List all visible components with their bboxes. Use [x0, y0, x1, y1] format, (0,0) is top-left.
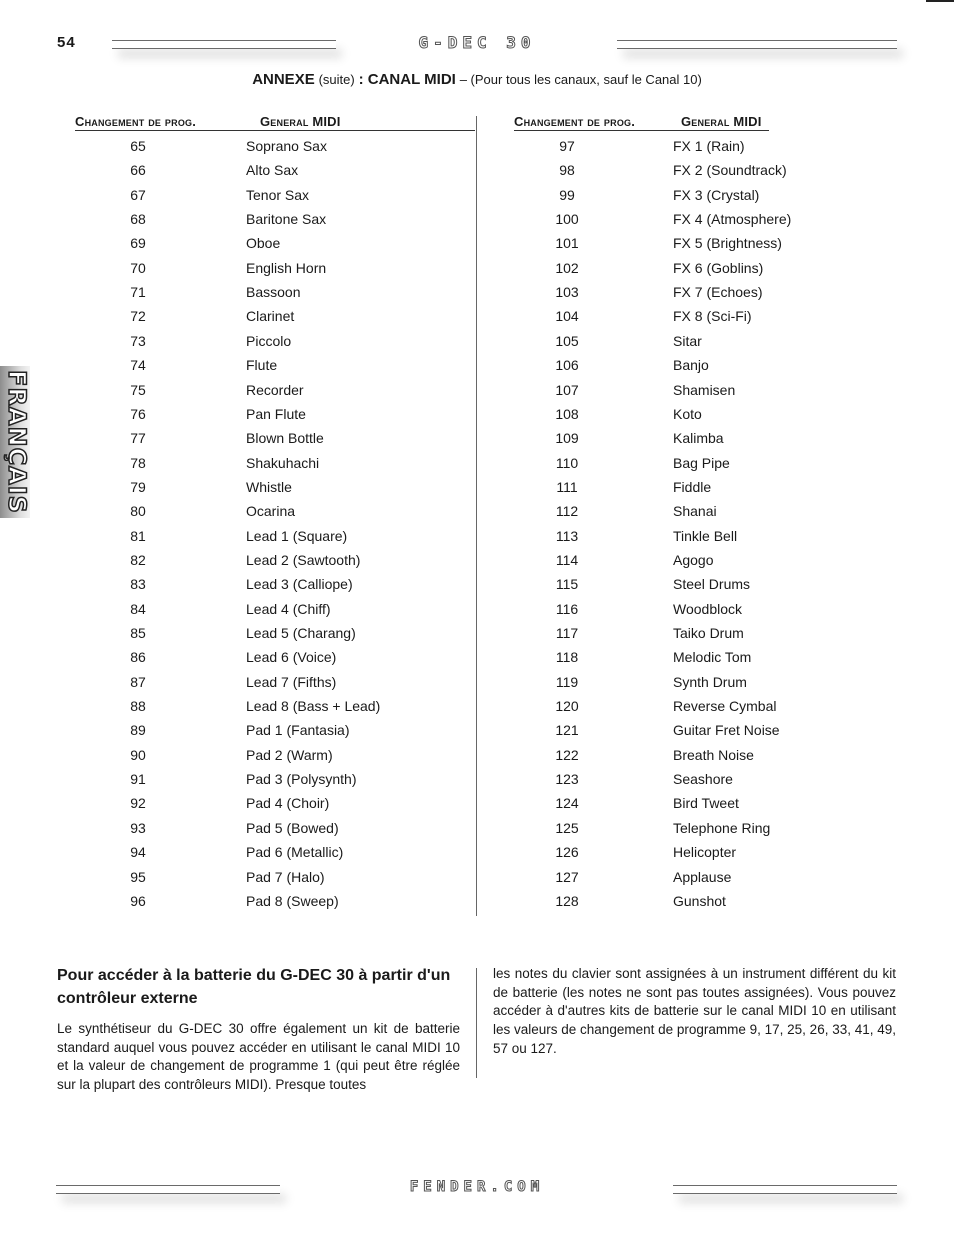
instrument-name: Sitar: [673, 332, 702, 349]
instrument-name: Pan Flute: [246, 405, 306, 422]
instrument-name: Lead 7 (Fifths): [246, 673, 337, 690]
instrument-name: Shakuhachi: [246, 454, 320, 471]
program-number: 77: [130, 430, 146, 447]
program-number: 128: [555, 892, 579, 909]
instrument-name: English Horn: [246, 259, 327, 276]
program-number: 121: [555, 722, 579, 739]
program-number: 67: [130, 186, 146, 203]
program-number: 78: [130, 454, 146, 471]
program-number: 70: [130, 259, 146, 276]
instrument-name: Alto Sax: [246, 162, 299, 179]
program-number: 71: [130, 284, 146, 301]
program-number: 117: [555, 625, 579, 641]
instrument-name: Shanai: [673, 503, 717, 520]
instrument-name: Bassoon: [246, 284, 301, 301]
instrument-name: Fiddle: [673, 478, 712, 495]
instrument-name: Seashore: [673, 771, 733, 788]
corner-mark: [926, 0, 954, 2]
instrument-name: Pad 8 (Sweep): [246, 892, 339, 909]
instrument-name: Helicopter: [673, 844, 737, 861]
program-number: 87: [130, 673, 146, 690]
paragraph-right: les notes du clavier sont assignées à un instrument différent du kit de batterie (les notes ne sont pas toutes assignées). Vous pouvez accéder à d'autres kits de batterie sur le canal MIDI 10 en utilisant les valeurs de changement de programme 9, 17, 25, 26, 33, 41, 49, 57 ou 127.: [493, 966, 897, 1056]
instrument-name: FX 7 (Echoes): [673, 284, 763, 301]
instrument-name: FX 5 (Brightness): [673, 235, 782, 252]
program-number: 93: [130, 819, 146, 836]
instrument-name: Koto: [673, 405, 702, 422]
program-number: 95: [130, 868, 146, 885]
program-number: 126: [555, 844, 579, 861]
product-logo: G-DEC 30: [418, 33, 536, 52]
title-suite: (suite): [318, 72, 355, 87]
program-number: 97: [559, 138, 575, 154]
instrument-name: Breath Noise: [673, 746, 754, 763]
program-number: 107: [555, 381, 579, 398]
program-number: 75: [130, 381, 146, 398]
program-number: 69: [130, 235, 146, 252]
instrument-name: Taiko Drum: [673, 625, 744, 641]
instrument-name: FX 3 (Crystal): [673, 186, 760, 203]
title-note: – (Pour tous les canaux, sauf le Canal 10): [459, 72, 702, 87]
right-header-underline: [514, 130, 769, 131]
program-number: 72: [130, 308, 146, 325]
program-number: 103: [555, 284, 579, 301]
instrument-name: Oboe: [246, 235, 281, 252]
program-number: 76: [130, 405, 146, 422]
paragraph-left: Le synthétiseur du G-DEC 30 offre également un kit de batterie standard auquel vous pouvez accéder en utilisant le canal MIDI 10 et la valeur de changement de programme 1 (qui peut être réglée sur la plupart des contrôleurs MIDI). Presque toutes: [57, 1021, 460, 1093]
section-heading: Pour accéder à la batterie du G-DEC 30 à partir d'un contrôleur externe: [57, 967, 451, 1007]
program-number: 68: [130, 211, 146, 228]
instrument-name: Lead 2 (Sawtooth): [246, 551, 361, 568]
program-number: 81: [130, 527, 146, 544]
program-number: 111: [556, 478, 578, 495]
program-number: 124: [555, 795, 579, 812]
instrument-name: Gunshot: [673, 892, 726, 909]
program-number: 94: [130, 844, 146, 861]
instrument-name: Lead 3 (Calliope): [246, 576, 353, 593]
website-logo: FENDER.COM: [409, 1179, 545, 1195]
program-number: 108: [555, 405, 579, 422]
instrument-name: Kalimba: [673, 430, 724, 447]
title-canal: : CANAL MIDI: [358, 71, 456, 88]
instrument-name: Clarinet: [246, 308, 295, 325]
instrument-name: FX 1 (Rain): [673, 138, 745, 154]
instrument-name: Steel Drums: [673, 576, 751, 593]
instrument-name: Lead 5 (Charang): [246, 625, 356, 641]
program-number: 79: [130, 478, 146, 495]
program-number: 105: [555, 332, 579, 349]
instrument-name: Pad 3 (Polysynth): [246, 771, 357, 788]
table-divider: [476, 116, 477, 916]
instrument-name: Pad 5 (Bowed): [246, 819, 339, 836]
program-number: 116: [555, 600, 579, 617]
program-number: 85: [130, 625, 146, 641]
instrument-name: Agogo: [673, 551, 714, 568]
program-number: 112: [555, 503, 579, 520]
program-number: 127: [555, 868, 579, 885]
language-tab-label: FRANÇAIS: [3, 370, 31, 514]
program-number: 101: [555, 235, 579, 252]
left-header-prog: Changement de prog.: [75, 114, 197, 129]
instrument-name: Bag Pipe: [673, 454, 730, 471]
instrument-name: Reverse Cymbal: [673, 698, 777, 715]
program-number: 104: [555, 308, 579, 325]
program-number: 106: [555, 357, 579, 374]
instrument-name: Pad 6 (Metallic): [246, 844, 344, 861]
footer-rule-right: [673, 1185, 897, 1194]
page-number: 54: [57, 34, 76, 51]
program-number: 80: [130, 503, 146, 520]
program-number: 115: [555, 576, 579, 593]
program-number: 122: [555, 746, 579, 763]
program-number: 109: [555, 430, 579, 447]
program-number: 92: [130, 795, 146, 812]
program-number: 74: [130, 357, 146, 374]
program-number: 123: [555, 771, 579, 788]
instrument-name: Melodic Tom: [673, 649, 752, 666]
instrument-name: Pad 1 (Fantasia): [246, 722, 350, 739]
instrument-name: Pad 7 (Halo): [246, 868, 325, 885]
program-number: 100: [555, 211, 579, 228]
instrument-name: Piccolo: [246, 332, 292, 349]
instrument-name: Lead 1 (Square): [246, 527, 348, 544]
program-number: 102: [555, 259, 579, 276]
program-number: 114: [555, 551, 579, 568]
program-number: 90: [130, 746, 146, 763]
instrument-name: Pad 4 (Choir): [246, 795, 330, 812]
instrument-name: Guitar Fret Noise: [673, 722, 780, 739]
instrument-name: Synth Drum: [673, 673, 747, 690]
instrument-name: Applause: [673, 868, 732, 885]
instrument-name: Shamisen: [673, 381, 736, 398]
right-header-gm: General MIDI: [681, 114, 762, 129]
program-number: 91: [130, 771, 146, 788]
program-number: 120: [555, 698, 579, 715]
instrument-name: FX 8 (Sci-Fi): [673, 308, 752, 325]
page-title: [0, 71, 954, 88]
instrument-name: Recorder: [246, 381, 304, 398]
program-number: 89: [130, 722, 146, 739]
instrument-name: Baritone Sax: [246, 211, 327, 228]
program-number: 98: [559, 162, 575, 179]
instrument-name: Bird Tweet: [673, 795, 739, 812]
program-number: 66: [130, 162, 146, 179]
instrument-name: Whistle: [246, 478, 292, 495]
text-column-divider: [476, 968, 477, 1078]
instrument-name: Banjo: [673, 357, 709, 374]
program-number: 125: [555, 819, 579, 836]
program-number: 113: [555, 527, 579, 544]
instrument-name: Telephone Ring: [673, 819, 771, 836]
program-number: 83: [130, 576, 146, 593]
title-annexe: ANNEXE: [252, 71, 315, 88]
instrument-name: Lead 4 (Chiff): [246, 600, 331, 617]
program-number: 99: [559, 186, 575, 203]
left-header-gm: General MIDI: [260, 114, 341, 129]
header-rule-right: [617, 40, 897, 49]
right-header-prog: Changement de prog.: [514, 114, 636, 129]
instrument-name: Soprano Sax: [246, 138, 327, 154]
program-number: 119: [555, 673, 579, 690]
instrument-name: Tinkle Bell: [673, 527, 738, 544]
instrument-name: FX 2 (Soundtrack): [673, 162, 787, 179]
instrument-name: FX 4 (Atmosphere): [673, 211, 792, 228]
program-number: 88: [130, 698, 146, 715]
left-header-underline: [75, 130, 475, 131]
program-number: 84: [130, 600, 146, 617]
instrument-name: Woodblock: [673, 600, 743, 617]
instrument-name: Ocarina: [246, 503, 296, 520]
program-number: 118: [555, 649, 579, 666]
instrument-name: Flute: [246, 357, 278, 374]
instrument-name: Lead 6 (Voice): [246, 649, 337, 666]
instrument-name: Lead 8 (Bass + Lead): [246, 698, 381, 715]
instrument-name: FX 6 (Goblins): [673, 259, 764, 276]
instrument-name: Pad 2 (Warm): [246, 746, 333, 763]
program-number: 96: [130, 892, 146, 909]
instrument-name: Blown Bottle: [246, 430, 324, 447]
program-number: 73: [130, 332, 146, 349]
program-number: 65: [130, 138, 146, 154]
program-number: 86: [130, 649, 146, 666]
program-number: 82: [130, 551, 146, 568]
program-number: 110: [555, 454, 579, 471]
instrument-name: Tenor Sax: [246, 186, 310, 203]
